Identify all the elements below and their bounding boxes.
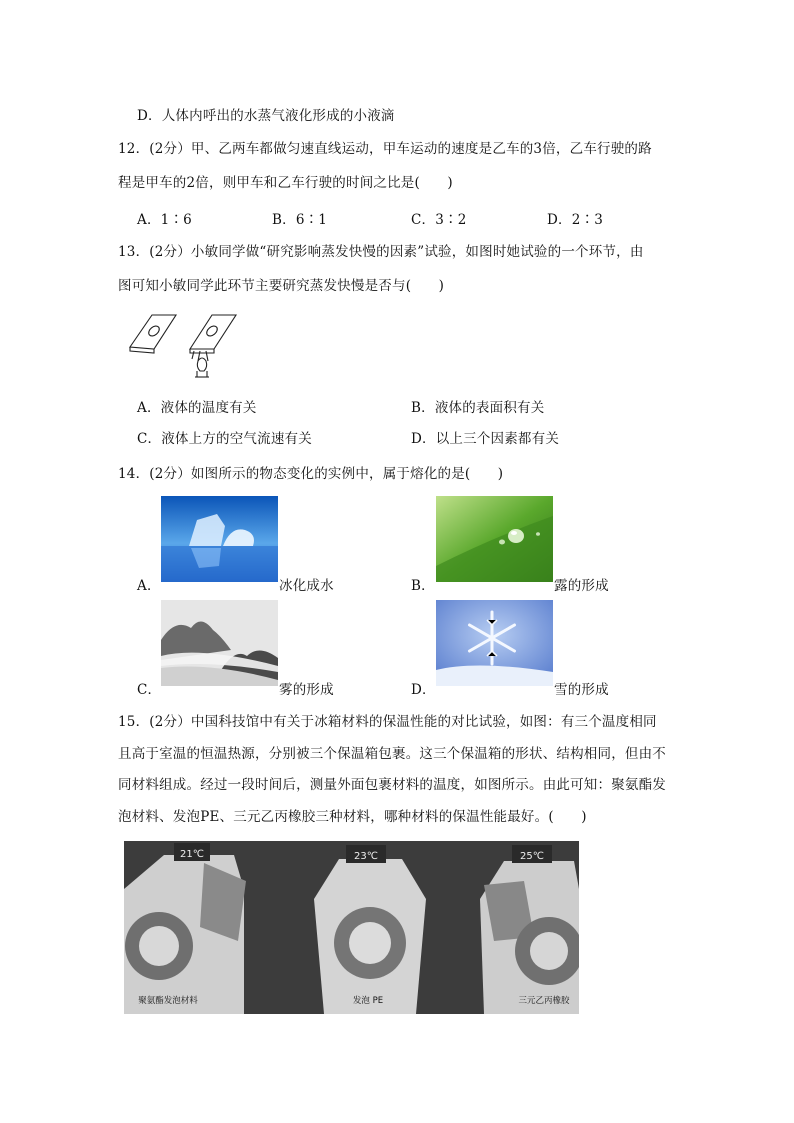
q12-option-b: B．6∶1 [272, 212, 328, 228]
q12-option-c: C．3∶2 [411, 212, 467, 228]
q13-option-c: C．液体上方的空气流速有关 [137, 431, 312, 447]
temp-label-3: 25℃ [520, 851, 544, 862]
alcohol-lamp-flame [197, 358, 206, 371]
insulation-boxes-photo [124, 841, 579, 1014]
q14-option-d-caption: 雪的形成 [554, 682, 609, 698]
left-water-drop [147, 324, 161, 338]
q14-option-c-caption: 雾的形成 [279, 682, 334, 698]
q12-option-d: D．2∶3 [547, 212, 604, 228]
q15-stem-line3: 同材料组成。经过一段时间后，测量外面包裹材料的温度，如图所示。由此可知：聚氨酯发 [118, 777, 666, 793]
material-label-2: 发泡 PE [352, 996, 384, 1006]
q12-stem-line2: 程是甲车的2倍，则甲车和乙车行驶的时间之比是( ) [118, 175, 453, 191]
material-label-1: 聚氨酯发泡材料 [138, 996, 198, 1006]
ice-melting-photo [161, 496, 278, 582]
q14-option-c-letter: C． [137, 682, 162, 698]
fog-photo [161, 600, 278, 686]
left-glass-plate [130, 315, 176, 349]
q15-stem-line1: 15．(2分）中国科技馆中有关于冰箱材料的保温性能的对比试验，如图：有三个温度相同 [118, 714, 657, 730]
snowflake-photo [436, 600, 553, 686]
q12-stem-line1: 12．(2分）甲、乙两车都做匀速直线运动，甲车运动的速度是乙车的3倍，乙车行驶的路 [118, 141, 652, 157]
q15-stem-line4: 泡材料、发泡PE、三元乙丙橡胶三种材料，哪种材料的保温性能最好。( ) [118, 809, 587, 825]
q13-option-d: D．以上三个因素都有关 [411, 431, 560, 447]
temp-label-2: 23℃ [354, 851, 378, 862]
q14-option-a-caption: 冰化成水 [279, 578, 334, 594]
q15-stem-line2: 且高于室温的恒温热源，分别被三个保温箱包裹。这三个保温箱的形状、结构相同，但由不 [118, 746, 666, 762]
temp-label-1: 21℃ [180, 849, 204, 860]
right-glass-plate [190, 315, 236, 349]
q14-option-a-letter: A． [137, 578, 161, 594]
q13-stem-line2: 图可知小敏同学此环节主要研究蒸发快慢是否与( ) [118, 278, 445, 294]
evaporation-plates-figure [118, 309, 238, 383]
q14-stem: 14．(2分）如图所示的物态变化的实例中，属于熔化的是( ) [118, 466, 504, 482]
q14-option-b-caption: 露的形成 [554, 578, 609, 594]
q13-option-a: A．液体的温度有关 [137, 400, 257, 416]
q14-option-b-letter: B． [411, 578, 435, 594]
dew-photo [436, 496, 553, 582]
q13-option-b: B．液体的表面积有关 [411, 400, 545, 416]
q13-stem-line1: 13．(2分）小敏同学做“研究影响蒸发快慢的因素”试验，如图时她试验的一个环节，由 [118, 244, 644, 260]
right-water-drop [205, 324, 219, 338]
q12-option-a: A．1∶6 [137, 212, 192, 228]
alcohol-lamp [197, 371, 207, 377]
q14-option-d-letter: D． [411, 682, 436, 698]
q11-option-d: D．人体内呼出的水蒸气液化形成的小液滴 [137, 108, 395, 124]
material-label-3: 三元乙丙橡胶 [518, 996, 570, 1006]
